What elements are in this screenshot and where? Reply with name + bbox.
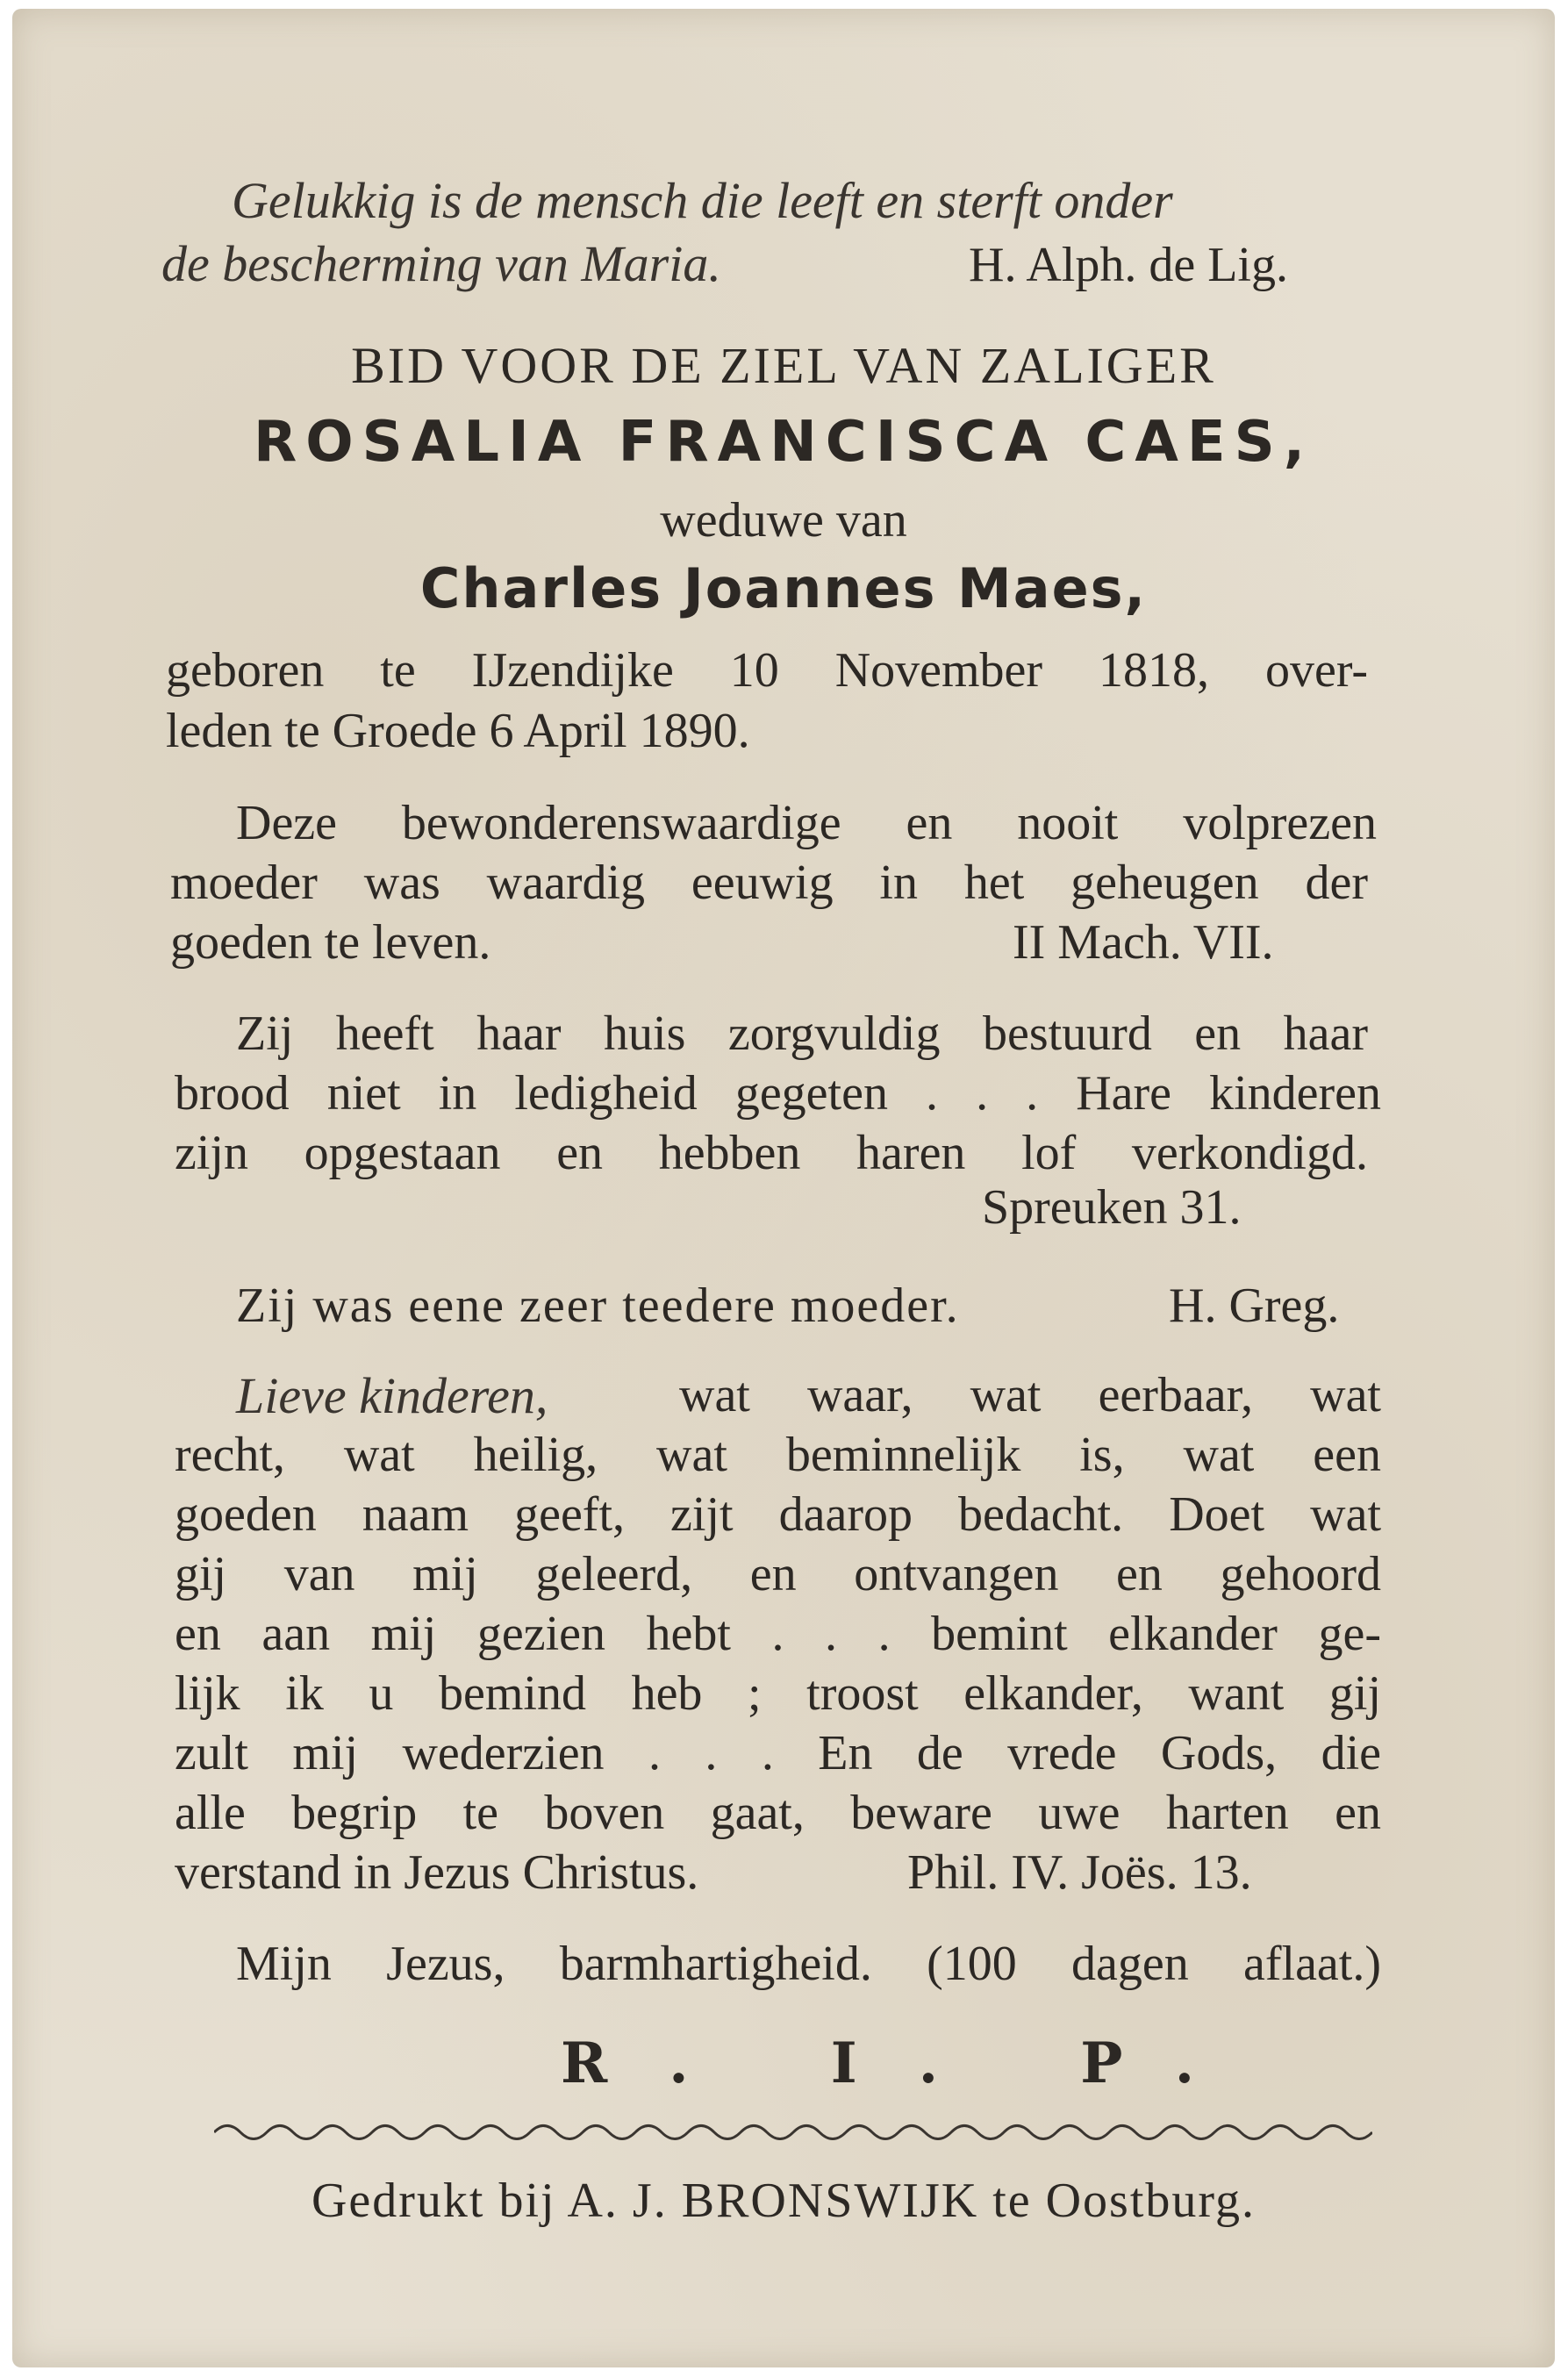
exhortation-line-1-rest: wat waar, wat eerbaar, wat [679, 1368, 1381, 1422]
verse-2-source: Spreuken 31. [982, 1180, 1242, 1235]
verse-3-source: H. Greg. [1169, 1279, 1340, 1333]
verse-3-line-1: Zij was eene zeer teedere moeder. [236, 1279, 960, 1333]
rip-initials: R. I. P. [561, 2031, 1257, 2096]
biography-line-1: geboren te IJzendijke 10 November 1818, over- [166, 643, 1368, 698]
exhortation-opening: Lieve kinderen, [236, 1367, 548, 1424]
verse-1-source: II Mach. VII. [1013, 915, 1274, 970]
deceased-name: ROSALIA FRANCISCA CAES, [253, 410, 1314, 475]
wavy-divider [214, 2115, 1372, 2150]
exhortation-line-7: zult mij wederzien . . . En de vrede Gods, die [175, 1726, 1381, 1780]
verse-2-line-2: brood niet in ledigheid gegeten . . . Hare kinderen [175, 1066, 1381, 1121]
exhortation-source: Phil. IV. Joës. 13. [907, 1845, 1252, 1900]
verse-2-line-1: Zij heeft haar huis zorgvuldig bestuurd en haar [236, 1006, 1368, 1061]
exhortation-line-2: recht, wat heilig, wat beminnelijk is, wat een [175, 1428, 1381, 1482]
exhortation-line-3: goeden naam geeft, zijt daarop bedacht. Doet wat [175, 1487, 1381, 1542]
invocation: BID VOOR DE ZIEL VAN ZALIGER [351, 337, 1216, 394]
memorial-card [12, 9, 1555, 2367]
exhortation-line-8: alle begrip te boven gaat, beware uwe harten en [175, 1786, 1381, 1840]
verse-1-line-1: Deze bewonderenswaardige en nooit volprezen [236, 796, 1377, 850]
exhortation-line-6: lijk ik u bemind heb ; troost elkander, want gij [175, 1666, 1381, 1721]
motto-line-1: Gelukkig is de mensch die leeft en sterft onder [232, 172, 1173, 229]
printer-imprint: Gedrukt bij A. J. BRONSWIJK te Oostburg. [311, 2174, 1257, 2228]
exhortation-line-4: gij van mij geleerd, en ontvangen en gehoord [175, 1547, 1381, 1601]
spouse-name: Charles Joannes Maes, [419, 556, 1148, 620]
motto-line-2: de bescherming van Maria. [161, 235, 721, 292]
indulgence-prayer: Mijn Jezus, barmhartigheid. (100 dagen aflaat.) [236, 1937, 1381, 1991]
exhortation-line-5: en aan mij gezien hebt . . . bemint elkander ge- [175, 1607, 1381, 1661]
relation-label: weduwe van [660, 493, 907, 548]
motto-source: H. Alph. de Lig. [969, 238, 1288, 292]
biography-line-2: leden te Groede 6 April 1890. [166, 704, 750, 758]
verse-2-line-3: zijn opgestaan en hebben haren lof verkondigd. [175, 1126, 1368, 1180]
verse-1-line-3: goeden te leven. [170, 915, 491, 970]
exhortation-line-9: verstand in Jezus Christus. [175, 1845, 699, 1900]
verse-1-line-2: moeder was waardig eeuwig in het geheugen der [170, 856, 1368, 910]
